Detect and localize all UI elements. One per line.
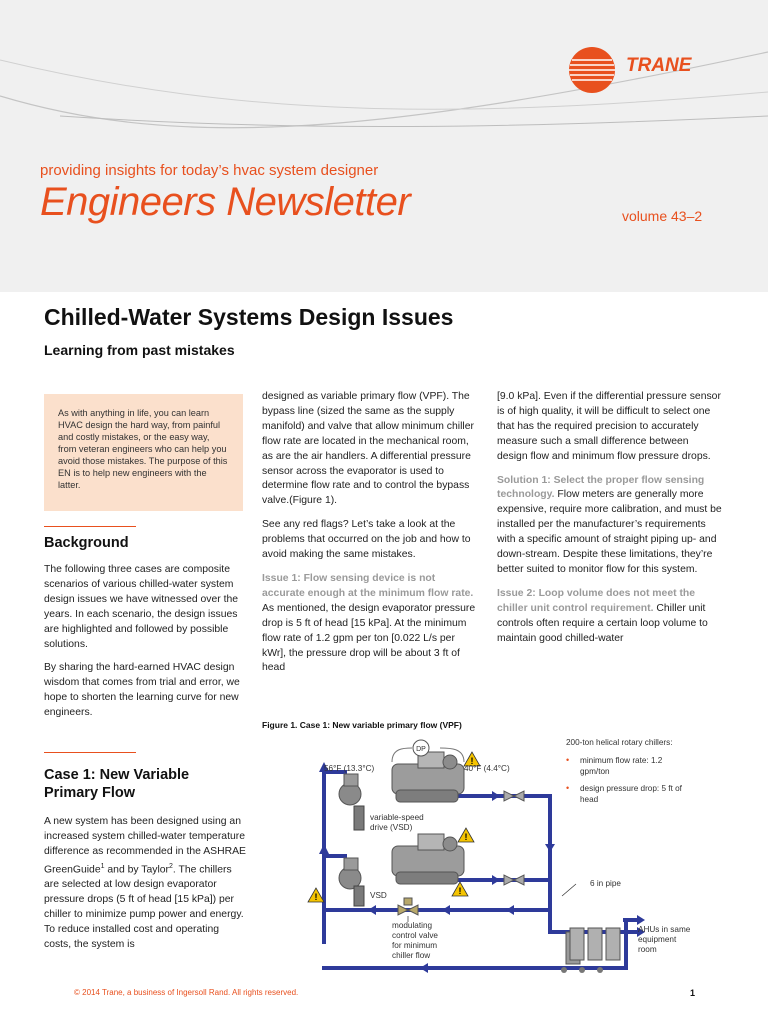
background-section [44, 563, 244, 730]
valve-label-line2: control valve [392, 931, 438, 940]
pressure-paragraph: [9.0 kPa]. Even if the differential pressure sensor is of high quality, it will be difficult to select one that has the required precision to accurately measure such a small difference between design flow and minimum flow pressure drops. [497, 391, 721, 462]
chiller-valve-1-icon [504, 791, 524, 801]
callout-text: As with anything in life, you can learn HVAC design the hard way, from painful and costly mistakes, or the easy way, from veteran engineers who can help you avoid those mistakes. The purpose of this EN is to help new engineers with the latter. [58, 408, 228, 490]
valve-label-line4: chiller flow [392, 951, 431, 960]
svg-text:!: ! [464, 832, 468, 842]
trane-logo-icon [568, 46, 616, 94]
chiller-1-icon [392, 752, 464, 802]
case1-text-b: and by Taylor [104, 864, 170, 876]
solution1-paragraph [497, 474, 722, 578]
solution1-lead: Solution 1: Select the proper flow sensing technology. [497, 474, 705, 501]
legend-item-pressure-drop: design pressure drop: 5 ft of head [580, 784, 682, 804]
section-divider [44, 752, 136, 753]
bullet-icon: • [566, 755, 570, 765]
warning-icon [308, 888, 324, 902]
vsd-drive-label-line2: drive (VSD) [370, 823, 413, 832]
issue1-lead: Issue 1: Flow sensing device is not accurate enough at the minimum flow rate. [262, 572, 474, 599]
chiller-2-icon [392, 834, 464, 884]
pump-1-icon [339, 774, 364, 830]
case1-section [44, 815, 246, 962]
case1-paragraph [44, 815, 246, 953]
case1-heading: Case 1: New Variable Primary Flow [44, 767, 190, 801]
page-number: 1 [690, 988, 696, 998]
case1-text-c: . The chillers are selected at low design evaporator pressure drops (5 ft of head [15 kPa]) per chiller to minimize pump power and energy. To reduce installed cost and operating costs, the system is [44, 864, 244, 950]
issue1-text: As mentioned, the design evaporator pressure drop is 5 ft of head [15 kPa]. At the minimum flow rate of 1.2 gpm per ton [0.022 L/s per kWr], the pressure drop will be about 3 ft of head [262, 602, 476, 674]
issue2-lead: Issue 2: Loop volume does not meet the chiller unit control requirement. [497, 587, 696, 614]
svg-text:!: ! [458, 886, 462, 896]
case1-text-a: A new system has been designed using an increased system chilled-water temperature difference as recommended in the ASHRAE GreenGuide [44, 816, 246, 876]
red-flags-paragraph: See any red flags? Let’s take a look at the problems that occurred on the job and how to avoid making the same mistakes. [262, 519, 471, 561]
valve-label-line3: for minimum [392, 941, 438, 950]
vpf-paragraph: designed as variable primary flow (VPF). The bypass line (sized the same as the supply manifold) and valve that allow minimum chiller flow rate are located in the mechanical room, as are the air handlers. A differential pressure sensor across the evaporator is used to determine flow rate and to control the bypass valve.(Figure 1). [262, 391, 474, 507]
footnote-ref-1[interactable]: 1 [100, 862, 105, 870]
ahu-label-line2: equipment [638, 935, 677, 944]
valve-label-line1: modulating [392, 921, 433, 930]
warning-icon [458, 828, 474, 842]
ahu-label-line1: AHUs in same [638, 925, 691, 934]
vsd-drive-label-line1: variable-speed [370, 813, 424, 822]
intro-callout-box [44, 394, 243, 511]
column-2 [262, 390, 476, 685]
issue1-paragraph [262, 572, 476, 676]
bullet-icon: • [566, 783, 570, 793]
bypass-valve-icon [398, 898, 418, 915]
article-title: Chilled-Water Systems Design Issues [44, 304, 454, 330]
figure-caption: Figure 1. Case 1: New variable primary flow (VPF) [262, 720, 462, 730]
background-heading: Background [44, 535, 129, 551]
chiller-valve-2-icon [504, 875, 524, 885]
issue2-paragraph [497, 587, 722, 647]
background-paragraph-2: By sharing the hard-earned HVAC design wisdom that comes from trial and error, we hope to shorten the learning curve for new engineers. [44, 662, 240, 719]
pipe-size-label: 6 in pipe [590, 879, 621, 888]
legend-title: 200-ton helical rotary chillers: [566, 738, 673, 747]
solution1-text: Flow meters are generally more expensive, require more calibration, and must be installed per the manufacturer’s requirements with a specific amount of straight piping up- and down-stream. Despite these limitations, they’re better suited to monitor flow for this system. [497, 489, 722, 575]
return-temp-label: 56°F (13.3°C) [324, 764, 375, 773]
header-swoosh-graphic [0, 0, 768, 292]
newsletter-header [0, 0, 768, 292]
footnote-ref-2[interactable]: 2 [169, 862, 173, 870]
volume-number: volume 43–2 [622, 208, 703, 224]
legend-item-min-flow: minimum flow rate: 1.2 gpm/ton [580, 756, 663, 776]
svg-text:!: ! [470, 756, 474, 766]
newsletter-title: Engineers Newsletter [40, 180, 411, 224]
vsd-label: VSD [370, 891, 387, 900]
tagline: providing insights for today’s hvac system designer [40, 162, 379, 179]
supply-temp-label: 40°F (4.4°C) [464, 764, 510, 773]
ahu-label-line3: room [638, 945, 657, 954]
column-3 [497, 390, 722, 656]
dp-label: DP [416, 746, 426, 753]
svg-text:!: ! [314, 892, 318, 902]
article-subtitle: Learning from past mistakes [44, 342, 235, 358]
section-divider [44, 526, 136, 527]
issue2-text: Chiller unit controls often require a certain loop volume to maintain good chilled-water [497, 602, 708, 644]
brand-name: TRANE [626, 55, 692, 76]
pump-2-icon [339, 858, 364, 906]
copyright-notice: © 2014 Trane, a business of Ingersoll Rand. All rights reserved. [74, 988, 299, 997]
background-paragraph-1: The following three cases are composite scenarios of various chilled-water system design issues we have witnessed over the years. In each scenario, the design issues are highlighted and followed by possible solutions. [44, 564, 239, 650]
